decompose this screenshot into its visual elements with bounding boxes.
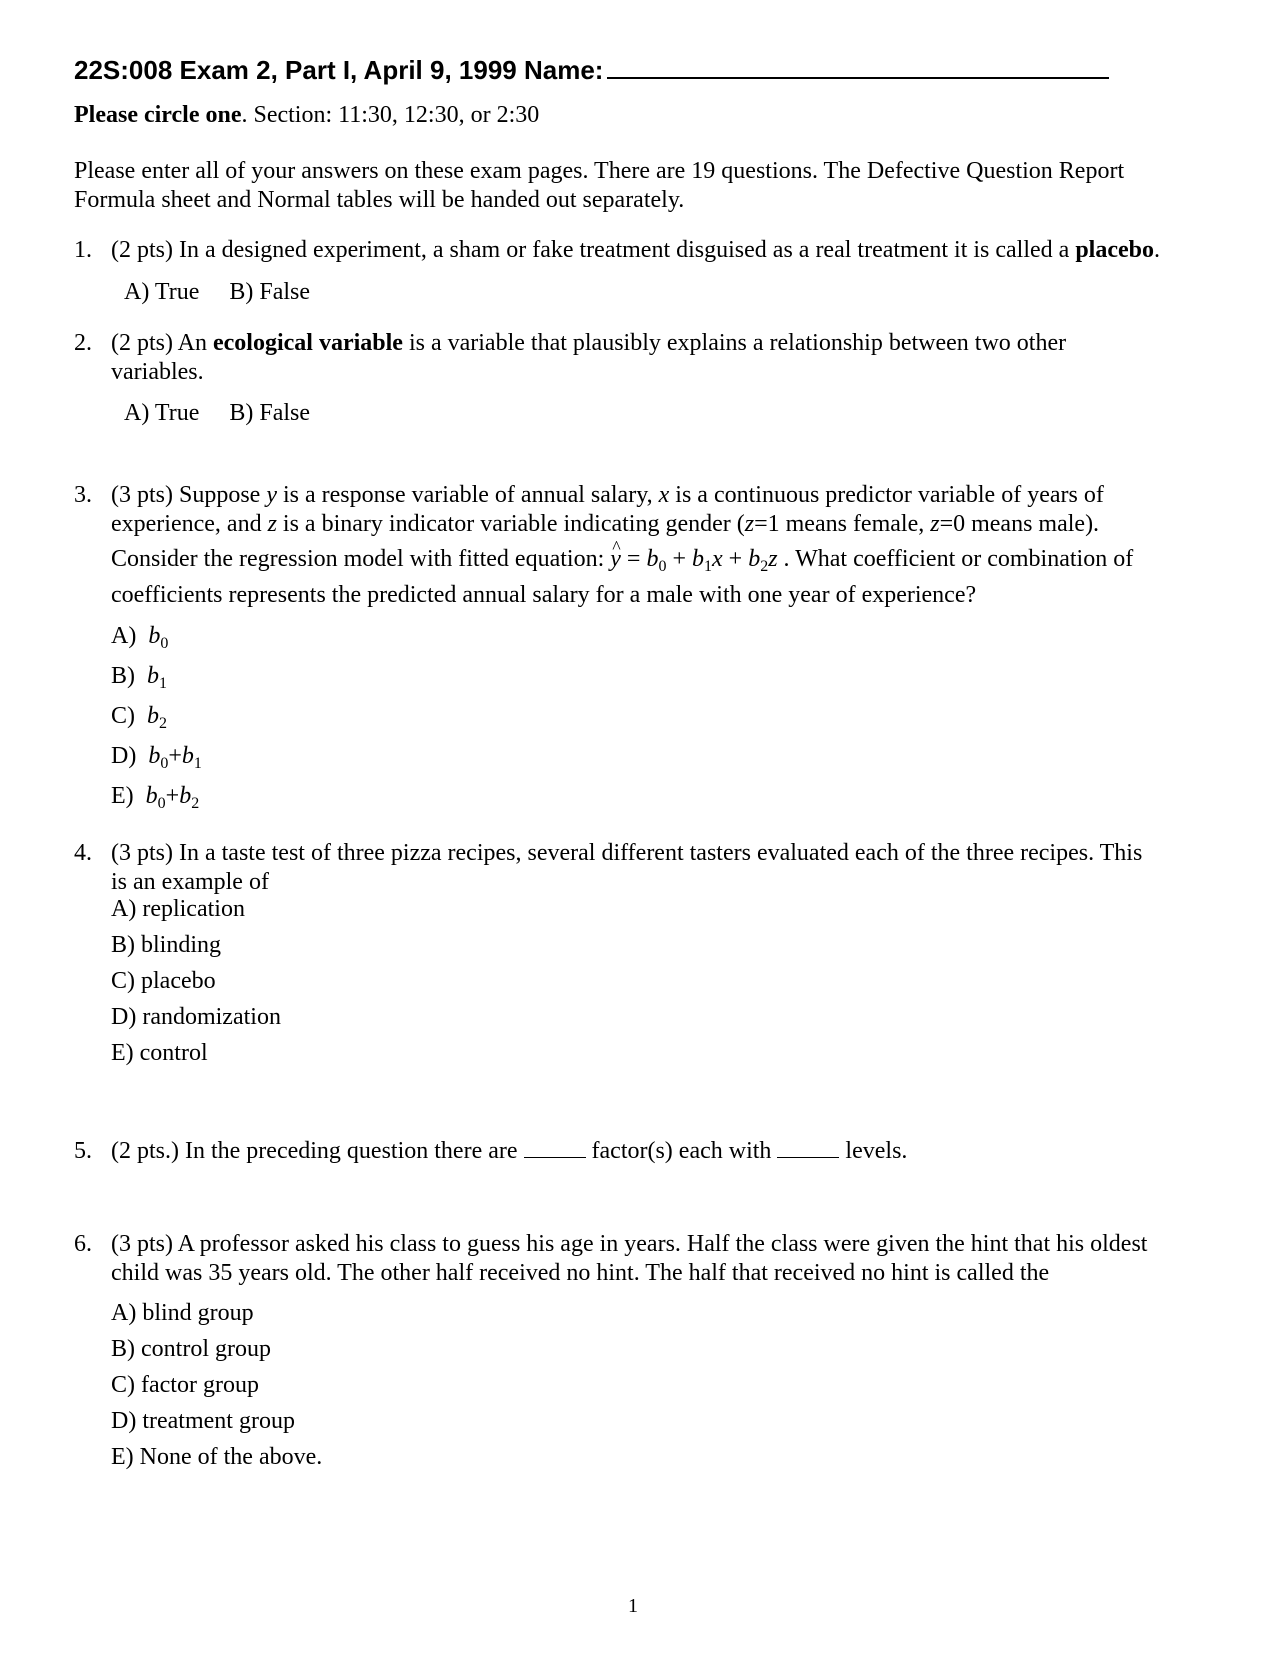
coef-b: b	[147, 663, 159, 689]
answer-option[interactable]: A) replication	[111, 896, 245, 922]
q3-text-1: (3 pts) Suppose	[111, 482, 267, 508]
q3-text-8: . What coefficient or combination of	[777, 546, 1134, 572]
subscript: 1	[159, 675, 167, 692]
q1-option-b[interactable]: B) False	[229, 279, 311, 305]
circle-instruction: Please circle one	[74, 102, 242, 128]
question-text	[111, 1137, 1214, 1166]
q2-option-a[interactable]: A) True	[124, 400, 200, 426]
plus-sign: +	[666, 546, 692, 572]
subscript: 2	[159, 715, 167, 732]
q2-options	[124, 399, 310, 428]
answer-option[interactable]	[111, 742, 202, 771]
answer-option[interactable]: D) treatment group	[111, 1408, 295, 1434]
exam-title-text: 22S:008 Exam 2, Part I, April 9, 1999 Name:	[74, 55, 604, 85]
instructions-line-1: Please enter all of your answers on these exam pages. There are 19 questions. The Defective Question Report	[74, 158, 1125, 184]
coef-b: b	[181, 743, 194, 769]
answer-option[interactable]: E) control	[111, 1040, 208, 1066]
subscript: 1	[703, 558, 712, 575]
q5-text-2: factor(s) each with	[585, 1138, 778, 1164]
instructions	[74, 157, 1124, 215]
answer-option[interactable]: C) factor group	[111, 1372, 259, 1398]
answer-option[interactable]	[111, 702, 167, 731]
question-1	[74, 236, 1214, 265]
question-number: 3.	[74, 482, 92, 508]
plus-sign: +	[722, 546, 749, 572]
question-text-end: .	[1153, 237, 1160, 263]
q3-text-7: Consider the regression model with fitted equation:	[111, 546, 611, 572]
coef-b: b	[646, 546, 659, 572]
q3-text-4: is a binary indicator variable indicating gender (	[276, 511, 745, 537]
question-text	[111, 236, 1214, 265]
variable-z: z	[768, 546, 778, 572]
variable-z: z	[744, 511, 755, 537]
question-3	[74, 481, 1214, 539]
subscript: 0	[658, 558, 667, 575]
variable-z: z	[930, 511, 940, 537]
section-options: . Section: 11:30, 12:30, or 2:30	[241, 102, 540, 128]
variable-x: x	[658, 482, 670, 508]
q5-text-3: levels.	[839, 1138, 908, 1164]
question-text-a: (2 pts) An	[111, 330, 213, 356]
option-label: C)	[111, 703, 147, 729]
question-text-b: is a variable that plausibly explains a relationship between two other variables.	[111, 330, 1067, 385]
q5-text-1: (2 pts.) In the preceding question there are	[111, 1138, 524, 1164]
answer-option[interactable]: A) blind group	[111, 1300, 254, 1326]
coef-b: b	[748, 546, 761, 572]
question-number: 2.	[74, 330, 92, 356]
question-number: 4.	[74, 840, 92, 866]
instructions-line-2: Formula sheet and Normal tables will be handed out separately.	[74, 187, 685, 213]
variable-z: z	[267, 511, 277, 537]
coef-b: b	[148, 743, 161, 769]
question-number: 6.	[74, 1231, 92, 1257]
plus-sign: +	[165, 783, 180, 809]
question-bold-term: placebo	[1075, 237, 1154, 263]
question-bold-term: ecological variable	[213, 330, 403, 356]
q3-text-5: =1 means female,	[754, 511, 931, 537]
question-4	[74, 839, 1214, 897]
question-text: (3 pts) In a taste test of three pizza recipes, several different tasters evaluated each of the three recipes. This is an example of	[111, 840, 1143, 895]
q3-equation-line	[111, 545, 1133, 574]
name-blank-line	[607, 50, 1109, 79]
answer-option[interactable]: C) placebo	[111, 968, 216, 994]
equals-sign: =	[620, 546, 647, 572]
coef-b: b	[179, 783, 192, 809]
question-text: (3 pts) A professor asked his class to guess his age in years. Half the class were given the hint that his oldest child was 35 years old. The other half received no hint. The half that received no hint is called the	[111, 1231, 1148, 1286]
q3-text-6: =0 means male).	[939, 511, 1100, 537]
subscript: 2	[760, 558, 769, 575]
plus-sign: +	[168, 743, 182, 769]
answer-option[interactable]: E) None of the above.	[111, 1444, 323, 1470]
q3-text-3: is a continuous predictor variable of years of experience, and	[111, 482, 1104, 537]
question-text-main: (2 pts) In a designed experiment, a sham or fake treatment disguised as a real treatment it is called a	[111, 237, 1076, 263]
subscript: 0	[157, 795, 166, 812]
q3-text-2: is a response variable of annual salary,	[277, 482, 659, 508]
page-number: 1	[628, 1595, 638, 1617]
subscript: 0	[160, 755, 169, 772]
y-hat: ^ y	[610, 545, 621, 574]
answer-option[interactable]	[111, 782, 199, 811]
coef-b: b	[691, 546, 704, 572]
answer-option[interactable]: B) control group	[111, 1336, 271, 1362]
question-number: 5.	[74, 1138, 92, 1164]
q3-text-9-line: coefficients represents the predicted annual salary for a male with one year of experience?	[111, 582, 977, 608]
answer-blank-factors[interactable]	[524, 1137, 586, 1158]
question-6	[74, 1230, 1214, 1288]
answer-blank-levels[interactable]	[777, 1137, 839, 1158]
option-label: A)	[111, 623, 149, 649]
option-label: B)	[111, 663, 147, 689]
q2-option-b[interactable]: B) False	[229, 400, 311, 426]
section-line	[74, 101, 539, 130]
answer-option[interactable]: B) blinding	[111, 932, 222, 958]
exam-title	[74, 50, 1194, 87]
option-label: E)	[111, 783, 146, 809]
q1-option-a[interactable]: A) True	[124, 279, 200, 305]
question-text	[111, 481, 1151, 539]
answer-option[interactable]	[111, 662, 167, 691]
coef-b: b	[147, 703, 159, 729]
question-number: 1.	[74, 237, 92, 263]
fitted-equation	[610, 546, 778, 575]
option-label: D)	[111, 743, 149, 769]
variable-y: y	[266, 482, 277, 508]
answer-option[interactable]	[111, 622, 168, 651]
subscript: 2	[191, 795, 200, 812]
subscript: 1	[193, 755, 202, 772]
question-2	[74, 329, 1214, 387]
answer-option[interactable]: D) randomization	[111, 1004, 281, 1030]
coef-b: b	[148, 623, 161, 649]
q1-options	[124, 278, 310, 307]
question-text	[111, 329, 1071, 387]
coef-b: b	[145, 783, 158, 809]
subscript: 0	[160, 635, 169, 652]
variable-x: x	[711, 546, 723, 572]
question-5	[74, 1137, 1214, 1166]
